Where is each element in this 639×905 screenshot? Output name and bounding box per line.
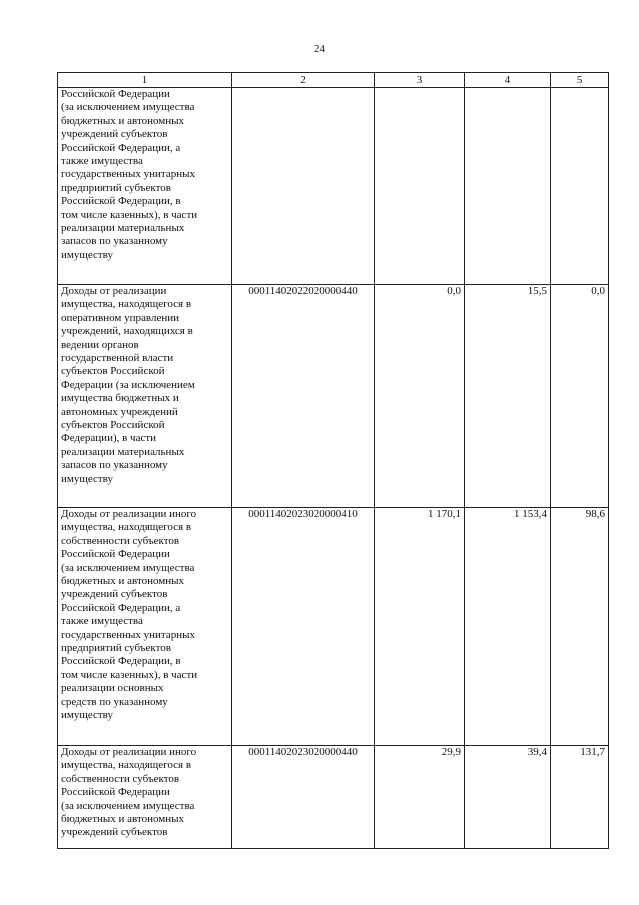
row-value-col5: 131,7 xyxy=(551,746,609,849)
table-row xyxy=(58,285,609,508)
row-description: Российской Федерации (за исключением имущества бюджетных и автономных учреждений субъектов Российской Федерации, а также имущества государственных унитарных предприятий субъектов Российской Федерации, в том числе казенных), в части реализации материальных запасов по указанному имуществу xyxy=(58,88,232,285)
row-value-col5 xyxy=(551,88,609,285)
column-header-1: 1 xyxy=(58,73,232,88)
row-value-col3: 29,9 xyxy=(375,746,465,849)
row-value-col4: 1 153,4 xyxy=(465,508,551,746)
row-value-col4: 15,5 xyxy=(465,285,551,508)
row-value-col4: 39,4 xyxy=(465,746,551,849)
row-description: Доходы от реализации имущества, находящегося в оперативном управлении учреждений, находящихся в ведении органов государственной власти субъектов Российской Федерации (за исключением имущества бюджетных и автономных учреждений субъектов Российской Федерации), в части реализации материальных запасов по указанному имуществу xyxy=(58,285,232,508)
revenue-table xyxy=(57,72,609,849)
column-header-2: 2 xyxy=(232,73,375,88)
page-number: 24 xyxy=(314,43,325,55)
row-value-col3: 0,0 xyxy=(375,285,465,508)
table-row xyxy=(58,88,609,285)
row-code xyxy=(232,88,375,285)
column-header-5: 5 xyxy=(551,73,609,88)
row-value-col3 xyxy=(375,88,465,285)
row-code: 00011402023020000440 xyxy=(232,746,375,849)
column-header-4: 4 xyxy=(465,73,551,88)
row-code: 00011402023020000410 xyxy=(232,508,375,746)
header-row xyxy=(58,73,609,88)
row-description: Доходы от реализации иного имущества, находящегося в собственности субъектов Российской Федерации (за исключением имущества бюджетных и автономных учреждений субъектов xyxy=(58,746,232,849)
table-row xyxy=(58,508,609,746)
row-code: 00011402022020000440 xyxy=(232,285,375,508)
row-value-col5: 98,6 xyxy=(551,508,609,746)
row-value-col4 xyxy=(465,88,551,285)
row-description: Доходы от реализации иного имущества, находящегося в собственности субъектов Российской Федерации (за исключением имущества бюджетных и автономных учреждений субъектов Российской Федерации, а также имущества государственных унитарных предприятий субъектов Российской Федерации, в том числе казенных), в части реализации основных средств по указанному имуществу xyxy=(58,508,232,746)
column-header-3: 3 xyxy=(375,73,465,88)
table-row xyxy=(58,746,609,849)
row-value-col3: 1 170,1 xyxy=(375,508,465,746)
row-value-col5: 0,0 xyxy=(551,285,609,508)
